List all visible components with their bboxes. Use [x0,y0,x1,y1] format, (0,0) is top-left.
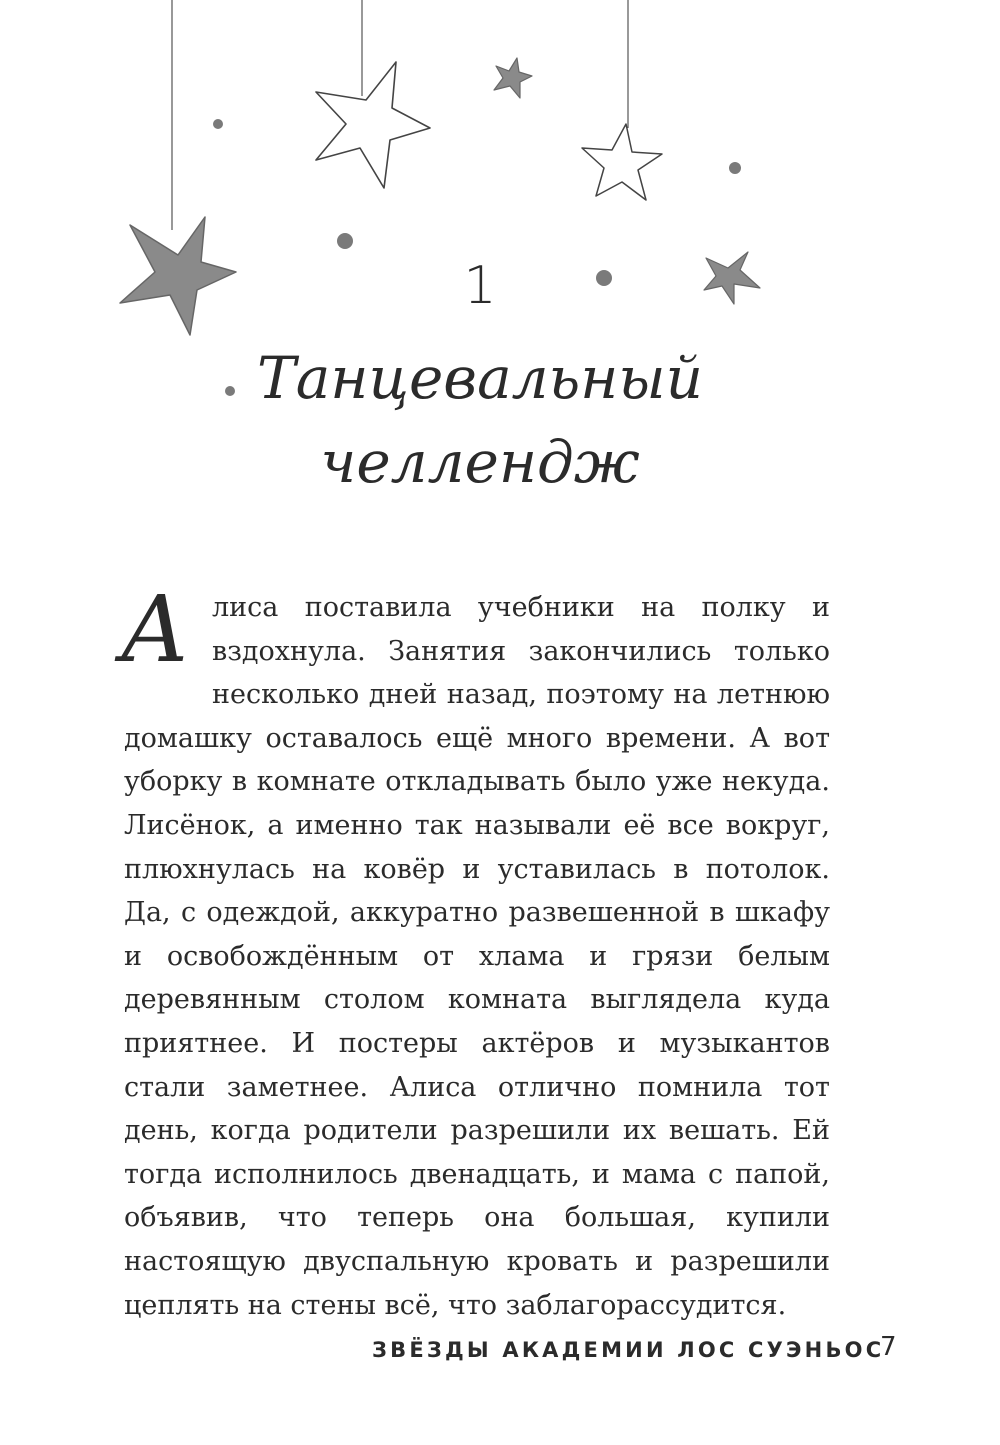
dot [337,233,353,249]
hanging-strings [172,0,628,230]
chapter-title: Танцевальный челлендж [257,344,703,496]
page-number: 7 [880,1332,897,1362]
dot [729,162,741,174]
drop-cap: А [120,576,190,683]
small-star-icon [494,58,532,98]
chapter-number: 1 [463,256,497,316]
running-footer-title: ЗВЁЗДЫ АКАДЕМИИ ЛОС СУЭНЬОС [372,1338,885,1362]
body-text: лиса поставила учебники на полку и вздохнула. Занятия закончились только несколько дней назад, поэтому на летнюю домашку оставалось ещё много времени. А вот уборку в комнате откладывать было уже некуда. Лисёнок, а именно так называли её все вокруг, плюхнулась на ковёр и уставилась в потолок. Да, с одеждой, аккуратно развешенной в шкафу и освобождённым от хлама и грязи белым деревянным столом комната выглядела куда приятнее. И постеры актёров и музыкантов стали заметнее. Алиса отлично помнила тот день, когда родители разрешили их вешать. Ей тогда исполнилось двенадцать, и мама с папой, объявив, что теперь она большая, купили настоящую двуспальную кровать и разрешили цеплять на стены всё, что заблагорассудится. [124,592,830,1321]
dot [213,119,223,129]
star-outline-icon [316,62,430,188]
body-paragraph [120,576,830,1327]
star-outline-icon [582,124,662,200]
